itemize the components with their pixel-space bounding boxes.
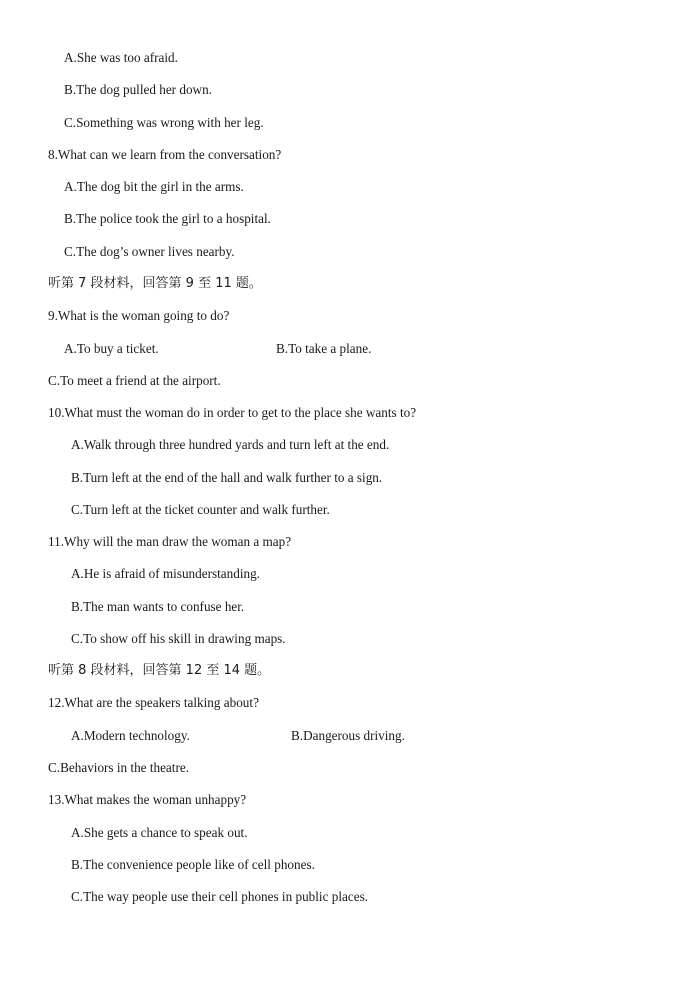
q12-option-b: B.Dangerous driving.: [291, 728, 405, 743]
q7-option-a: A.She was too afraid.: [64, 50, 178, 65]
q10-option-c: C.Turn left at the ticket counter and walk further.: [71, 502, 330, 517]
q8-option-b: B.The police took the girl to a hospital.: [64, 211, 271, 226]
q9-option-b: B.To take a plane.: [276, 341, 372, 356]
q10-option-a: A.Walk through three hundred yards and turn left at the end.: [71, 437, 390, 452]
q7-option-b: B.The dog pulled her down.: [64, 82, 212, 97]
q12-question: 12.What are the speakers talking about?: [48, 695, 259, 710]
q13-option-a: A.She gets a chance to speak out.: [71, 825, 248, 840]
q13-option-c: C.The way people use their cell phones in public places.: [71, 889, 368, 904]
q11-question: 11.Why will the man draw the woman a map?: [48, 534, 292, 549]
q8-option-a: A.The dog bit the girl in the arms.: [64, 179, 244, 194]
q12-option-c: C.Behaviors in the theatre.: [48, 760, 189, 775]
q11-option-b: B.The man wants to confuse her.: [71, 599, 245, 614]
q11-option-a: A.He is afraid of misunderstanding.: [71, 566, 260, 581]
section-heading-8: 听第 8 段材料，回答第 12 至 14 题。: [48, 663, 271, 678]
q9-question: 9.What is the woman going to do?: [48, 308, 230, 323]
q10-option-b: B.Turn left at the end of the hall and walk further to a sign.: [71, 470, 383, 485]
q9-option-c: C.To meet a friend at the airport.: [48, 373, 221, 388]
q13-question: 13.What makes the woman unhappy?: [48, 792, 247, 807]
q8-question: 8.What can we learn from the conversation?: [48, 147, 282, 162]
q9-option-a: A.To buy a ticket.: [64, 341, 159, 356]
q8-option-c: C.The dog’s owner lives nearby.: [64, 244, 235, 259]
section-heading-7: 听第 7 段材料，回答第 9 至 11 题。: [48, 276, 262, 291]
q11-option-c: C.To show off his skill in drawing maps.: [71, 631, 286, 646]
q10-question: 10.What must the woman do in order to get to the place she wants to?: [48, 405, 417, 420]
q13-option-b: B.The convenience people like of cell phones.: [71, 857, 315, 872]
q12-option-a: A.Modern technology.: [71, 728, 190, 743]
q7-option-c: C.Something was wrong with her leg.: [64, 115, 264, 130]
